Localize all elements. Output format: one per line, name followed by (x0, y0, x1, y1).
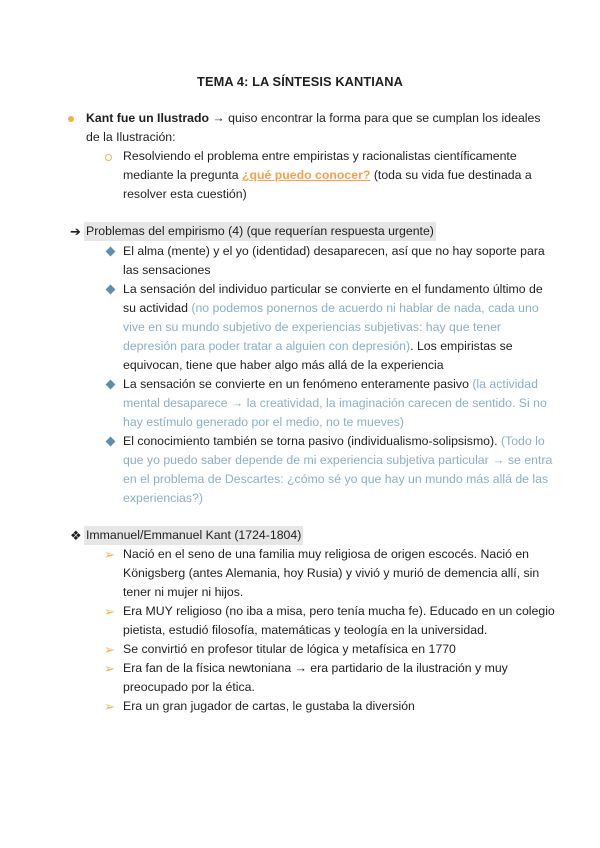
problem-2-note-line: vive en su mundo subjetivo de experiencias subjetivas: hay que tener (123, 320, 502, 334)
diamond-cluster-icon: ❖ (70, 528, 82, 543)
sub-line-3: resolver esta cuestión) (123, 187, 247, 201)
problem-item (123, 375, 563, 432)
empirismo-heading (70, 222, 550, 241)
sub-line2-before: mediante la pregunta (123, 168, 242, 182)
kant-2-line: pietista, estudió filosofía, matemáticas y teología en la universidad. (123, 623, 488, 637)
ilustrado-line-2: de la Ilustración: (86, 130, 176, 144)
problem-4-line (123, 432, 563, 451)
kant-2-line: Era MUY religioso (no iba a misa, pero tenía mucha fe). Educado en un colegio (123, 604, 555, 618)
problem-4-note-line: en el problema de Descartes: ¿cómo sé yo que hay un mundo más allá de las (123, 472, 549, 486)
arrowhead-bullet-icon: ➢ (104, 642, 115, 657)
problem-3-note-line: mental desaparece → la creatividad, la imaginación carecen de sentido. Si no (123, 396, 547, 410)
problem-4-text: El conocimiento también se torna pasivo (individualismo-solipsismo). (123, 434, 501, 448)
kant-item (104, 602, 563, 640)
kant-item (104, 659, 563, 697)
problem-item (123, 242, 563, 280)
bullet-dot (68, 116, 74, 122)
problem-2-note: (no podemos ponernos de acuerdo ni hablar de nada, cada uno (191, 301, 539, 315)
kant-heading (70, 526, 550, 545)
problem-3-note-line: hay estímulo generado por el medio, no te mueves) (123, 415, 404, 429)
kant-3-line: Se convirtió en profesor titular de lógica y metafísica en 1770 (123, 642, 456, 656)
empirismo-heading-text: Problemas del empirismo (4) (que requerían respuesta urgente) (84, 222, 436, 241)
problem-2-line (123, 337, 563, 356)
problem-3-note: (la actividad (472, 377, 538, 391)
problem-1-line: El alma (mente) y el yo (identidad) desaparecen, así que no hay soporte para (123, 244, 545, 258)
kant-1-line: Königsberg (antes Alemania, hoy Rusia) y vivió y murió de demencia allí, sin (123, 566, 540, 580)
problem-4-note: (Todo lo (500, 434, 545, 448)
ilustrado-rest: → quiso encontrar la forma para que se cumplan los ideales (208, 111, 541, 125)
ilustrado-bold: Kant fue un Ilustrado (86, 111, 209, 125)
problem-2-line: equivocan, tiene que haber algo más allá de la experiencia (123, 358, 444, 372)
arrowhead-bullet-icon: ➢ (104, 604, 115, 619)
diamond-bullet-icon (106, 247, 116, 257)
question-link[interactable]: ¿qué puedo conocer? (241, 168, 371, 182)
kant-5-line: Era un gran jugador de cartas, le gustaba la diversión (123, 699, 415, 713)
arrowhead-bullet-icon: ➢ (104, 661, 115, 676)
kant-item (104, 545, 563, 602)
problem-2-note: depresión para poder tratar a alguien con depresión) (123, 339, 411, 353)
page-title: TEMA 4: LA SÍNTESIS KANTIANA (197, 74, 403, 89)
kant-list (104, 545, 563, 716)
problem-item (123, 432, 563, 508)
problemas-list (123, 242, 563, 508)
kant-item (104, 640, 563, 659)
kant-4-line: preocupado por la ética. (123, 680, 255, 694)
kant-1-line: tener ni mujer ni hijos. (123, 585, 244, 599)
problem-2-line (123, 299, 563, 318)
kant-1-line: Nació en el seno de una familia muy religiosa de origen escocés. Nació en (123, 547, 530, 561)
kant-4-line: Era fan de la física newtoniana → era partidario de la ilustración y muy (123, 661, 508, 675)
arrow-right-icon: ➔ (70, 224, 81, 239)
arrowhead-bullet-icon: ➢ (104, 547, 115, 562)
sub-bullet-circle (105, 154, 112, 161)
problem-3-text: La sensación se convierte en un fenómeno enteramente pasivo (123, 377, 473, 391)
kant-item (104, 697, 563, 716)
diamond-bullet-icon (106, 437, 116, 447)
sub-line2-after: (toda su vida fue destinada a (370, 168, 532, 182)
sub-line-1: Resolviendo el problema entre empiristas y racionalistas científicamente (123, 149, 517, 163)
diamond-bullet-icon (106, 380, 116, 390)
ilustrado-bullet (86, 109, 556, 147)
problem-1-line: las sensaciones (123, 263, 211, 277)
diamond-bullet-icon (106, 285, 116, 295)
problem-3-line (123, 375, 563, 394)
problem-4-note-line: experiencias?) (123, 491, 203, 505)
problem-2-text: . Los empiristas se (410, 339, 513, 353)
problem-2-text: su actividad (123, 301, 192, 315)
kant-heading-text: Immanuel/Emmanuel Kant (1724-1804) (84, 526, 303, 545)
sub-line-2 (123, 166, 563, 185)
problem-item (123, 280, 563, 375)
ilustrado-line-1 (86, 109, 556, 128)
problem-4-note-line: que yo puedo saber depende de mi experiencia subjetiva particular → se entra (123, 453, 553, 467)
problem-2-line: La sensación del individuo particular se convierte en el fundamento último de (123, 282, 543, 296)
arrowhead-bullet-icon: ➢ (104, 699, 115, 714)
resolviendo-subbullet (123, 147, 563, 204)
